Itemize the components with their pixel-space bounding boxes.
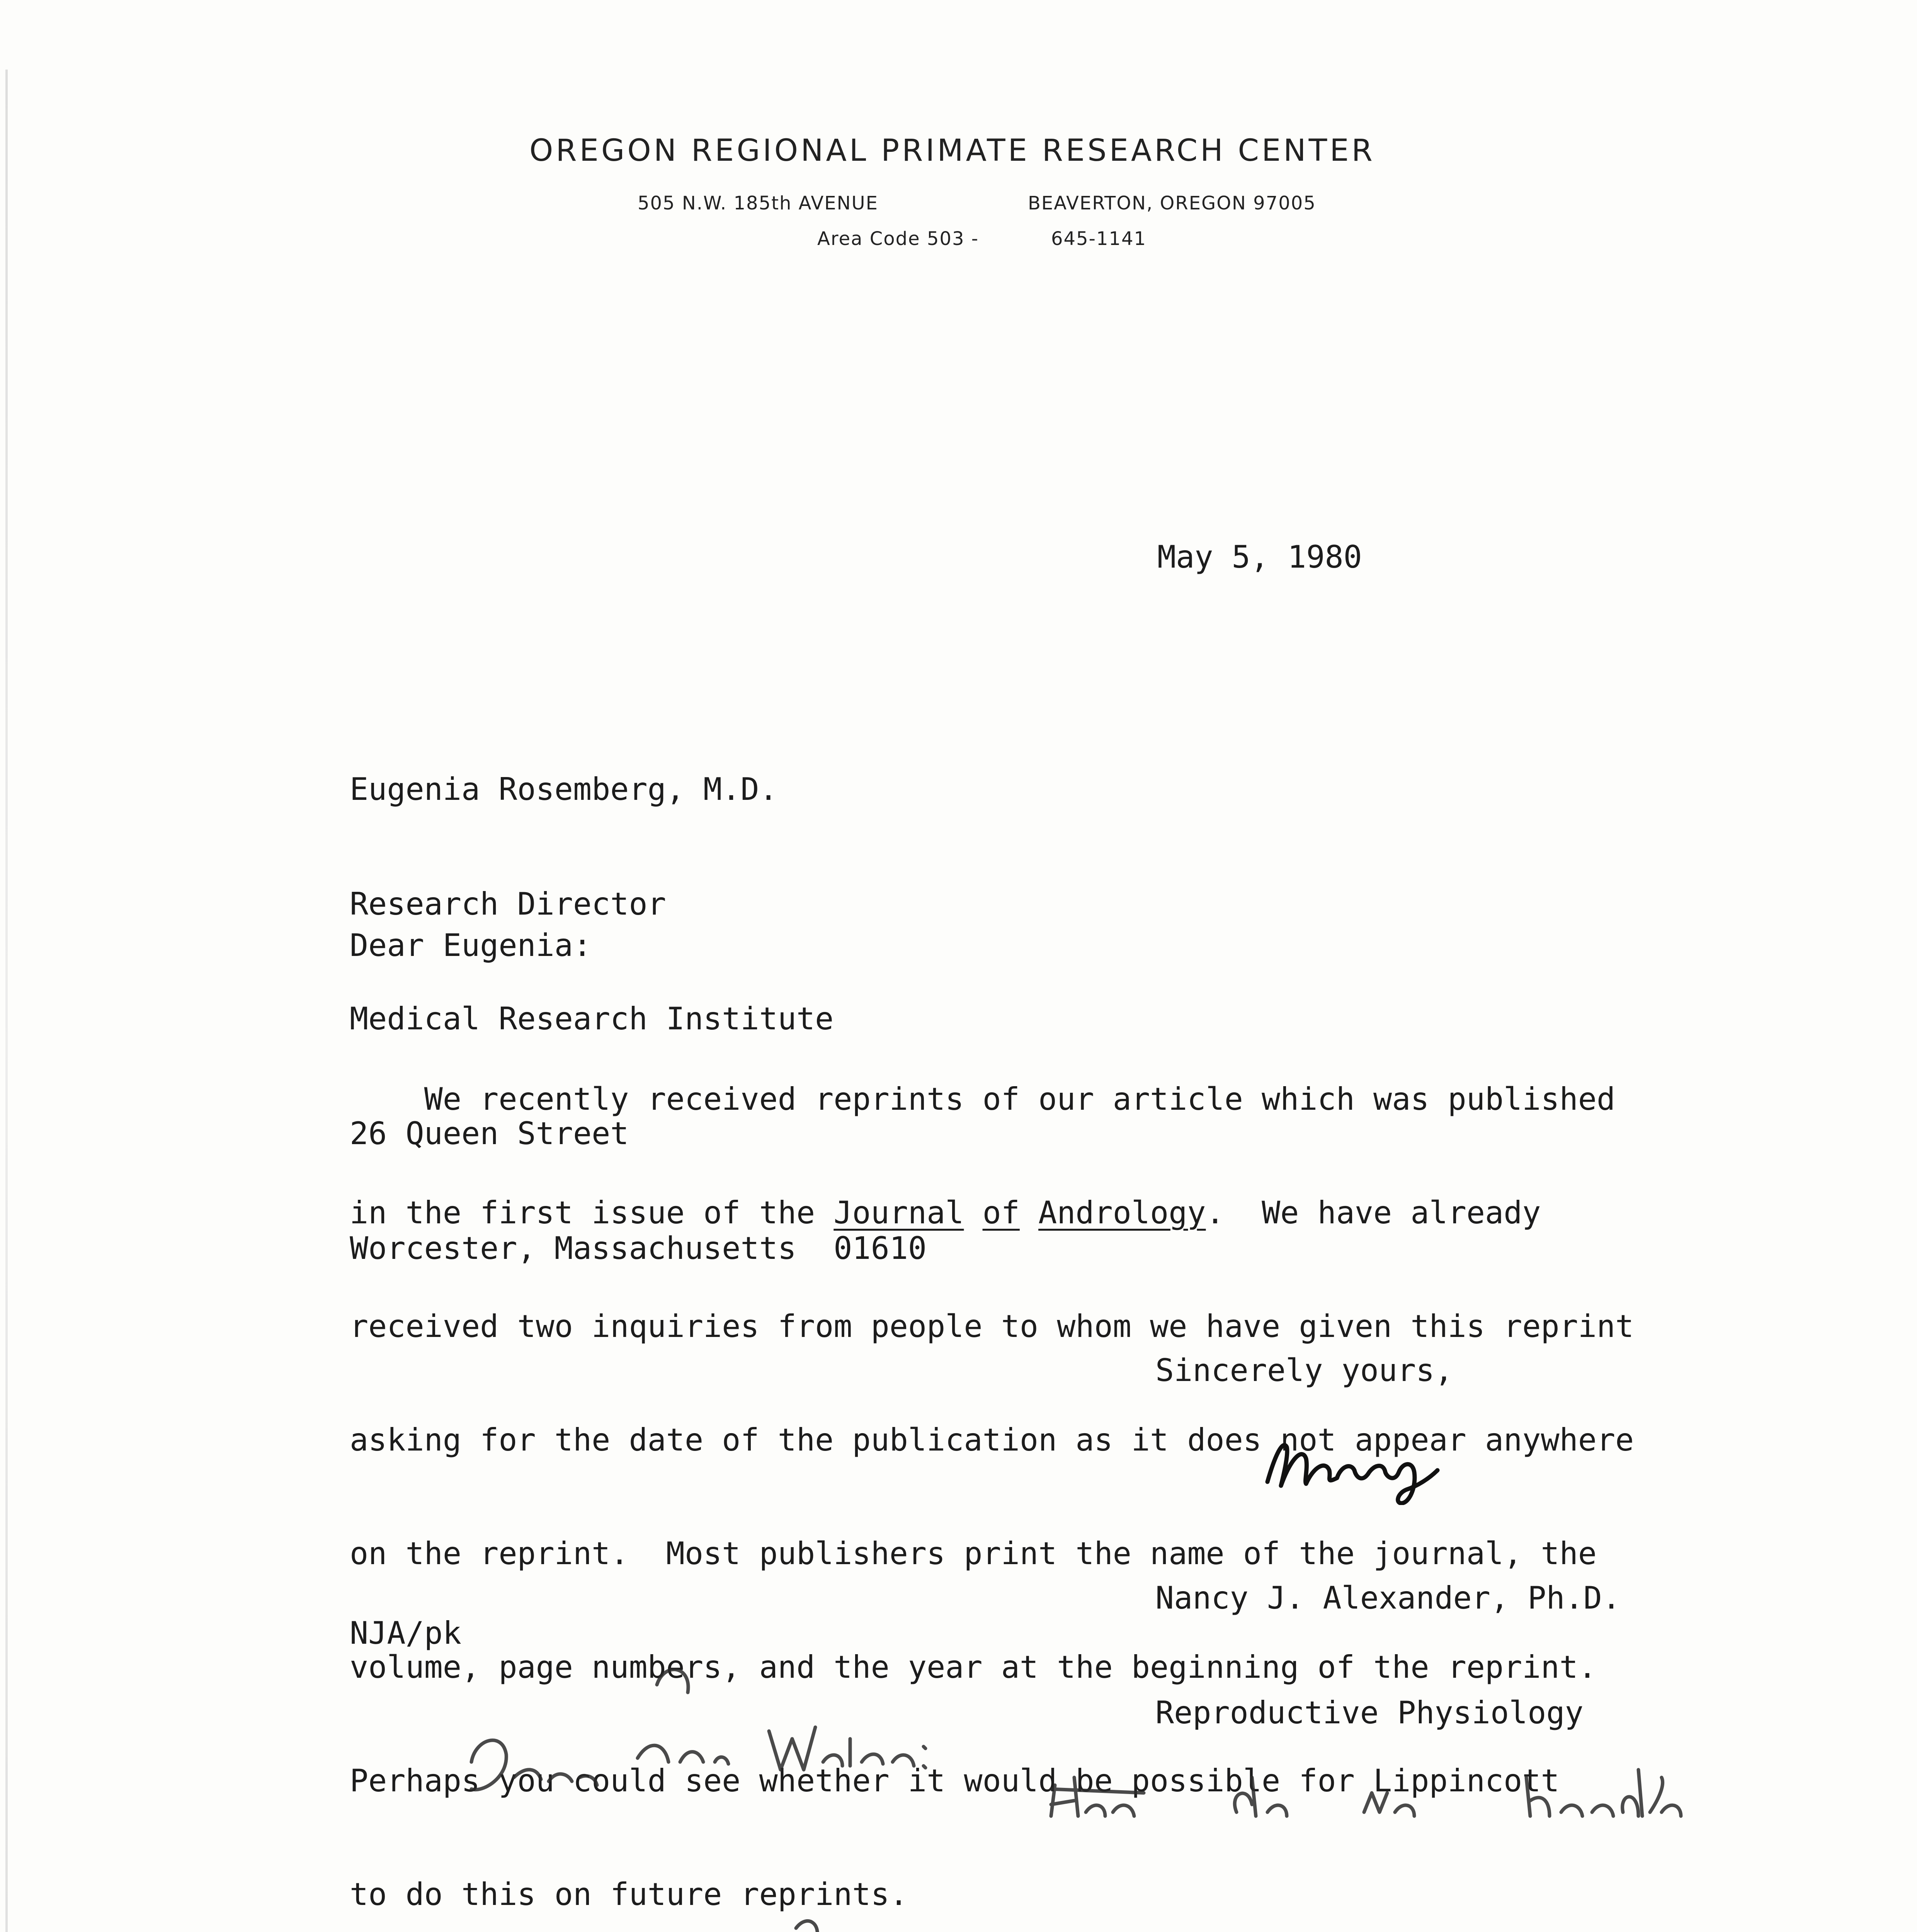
body-line: We recently received reprints of our article which was published: [350, 1081, 1616, 1117]
letter-date: May 5, 1980: [1157, 539, 1362, 575]
body-text-fragment: . We have already: [1206, 1195, 1541, 1231]
signer-name: Nancy J. Alexander, Ph.D.: [1155, 1580, 1621, 1616]
recipient-name: Eugenia Rosemberg, M.D.: [350, 771, 778, 807]
signer-department: Reproductive Physiology: [1155, 1695, 1584, 1731]
letterhead-street: 505 N.W. 185th AVENUE: [638, 192, 878, 214]
recipient-title: Research Director: [350, 886, 666, 922]
letterhead-phone: 645-1141: [1051, 228, 1147, 250]
signer-block: [1155, 1502, 1621, 1808]
body-line: asking for the date of the publication as it does not appear anywhere: [350, 1422, 1634, 1458]
journal-title-word: of: [982, 1195, 1020, 1231]
body-line: received two inquiries from people to whom we have given this reprint: [350, 1308, 1634, 1344]
body-line: Perhaps you could see whether it would be possible for Lippincott: [350, 1763, 1560, 1799]
scan-edge: [5, 70, 8, 1932]
recipient-street: 26 Queen Street: [350, 1116, 629, 1151]
journal-title-word: Journal: [833, 1195, 964, 1231]
closing: Sincerely yours,: [1155, 1352, 1453, 1388]
body-line: [350, 1194, 1634, 1232]
handwritten-signature: [1260, 1424, 1445, 1505]
typist-initials: NJA/pk: [350, 1615, 461, 1651]
recipient-city: Worcester, Massachusetts 01610: [350, 1230, 927, 1266]
body-line: on the reprint. Most publishers print the name of the journal, the: [350, 1536, 1597, 1571]
journal-title-word: Andrology: [1038, 1195, 1206, 1231]
salutation: Dear Eugenia:: [350, 927, 592, 963]
letterhead-city: BEAVERTON, OREGON 97005: [1028, 192, 1316, 214]
body-line: volume, page numbers, and the year at the beginning of the reprint.: [350, 1649, 1597, 1685]
body-text-fragment: in the first issue of the: [350, 1195, 834, 1231]
letterhead-area-code: Area Code 503 -: [817, 228, 979, 250]
body-line: to do this on future reprints.: [350, 1876, 908, 1912]
recipient-institute: Medical Research Institute: [350, 1001, 834, 1037]
letterhead-title: OREGON REGIONAL PRIMATE RESEARCH CENTER: [529, 133, 1375, 168]
